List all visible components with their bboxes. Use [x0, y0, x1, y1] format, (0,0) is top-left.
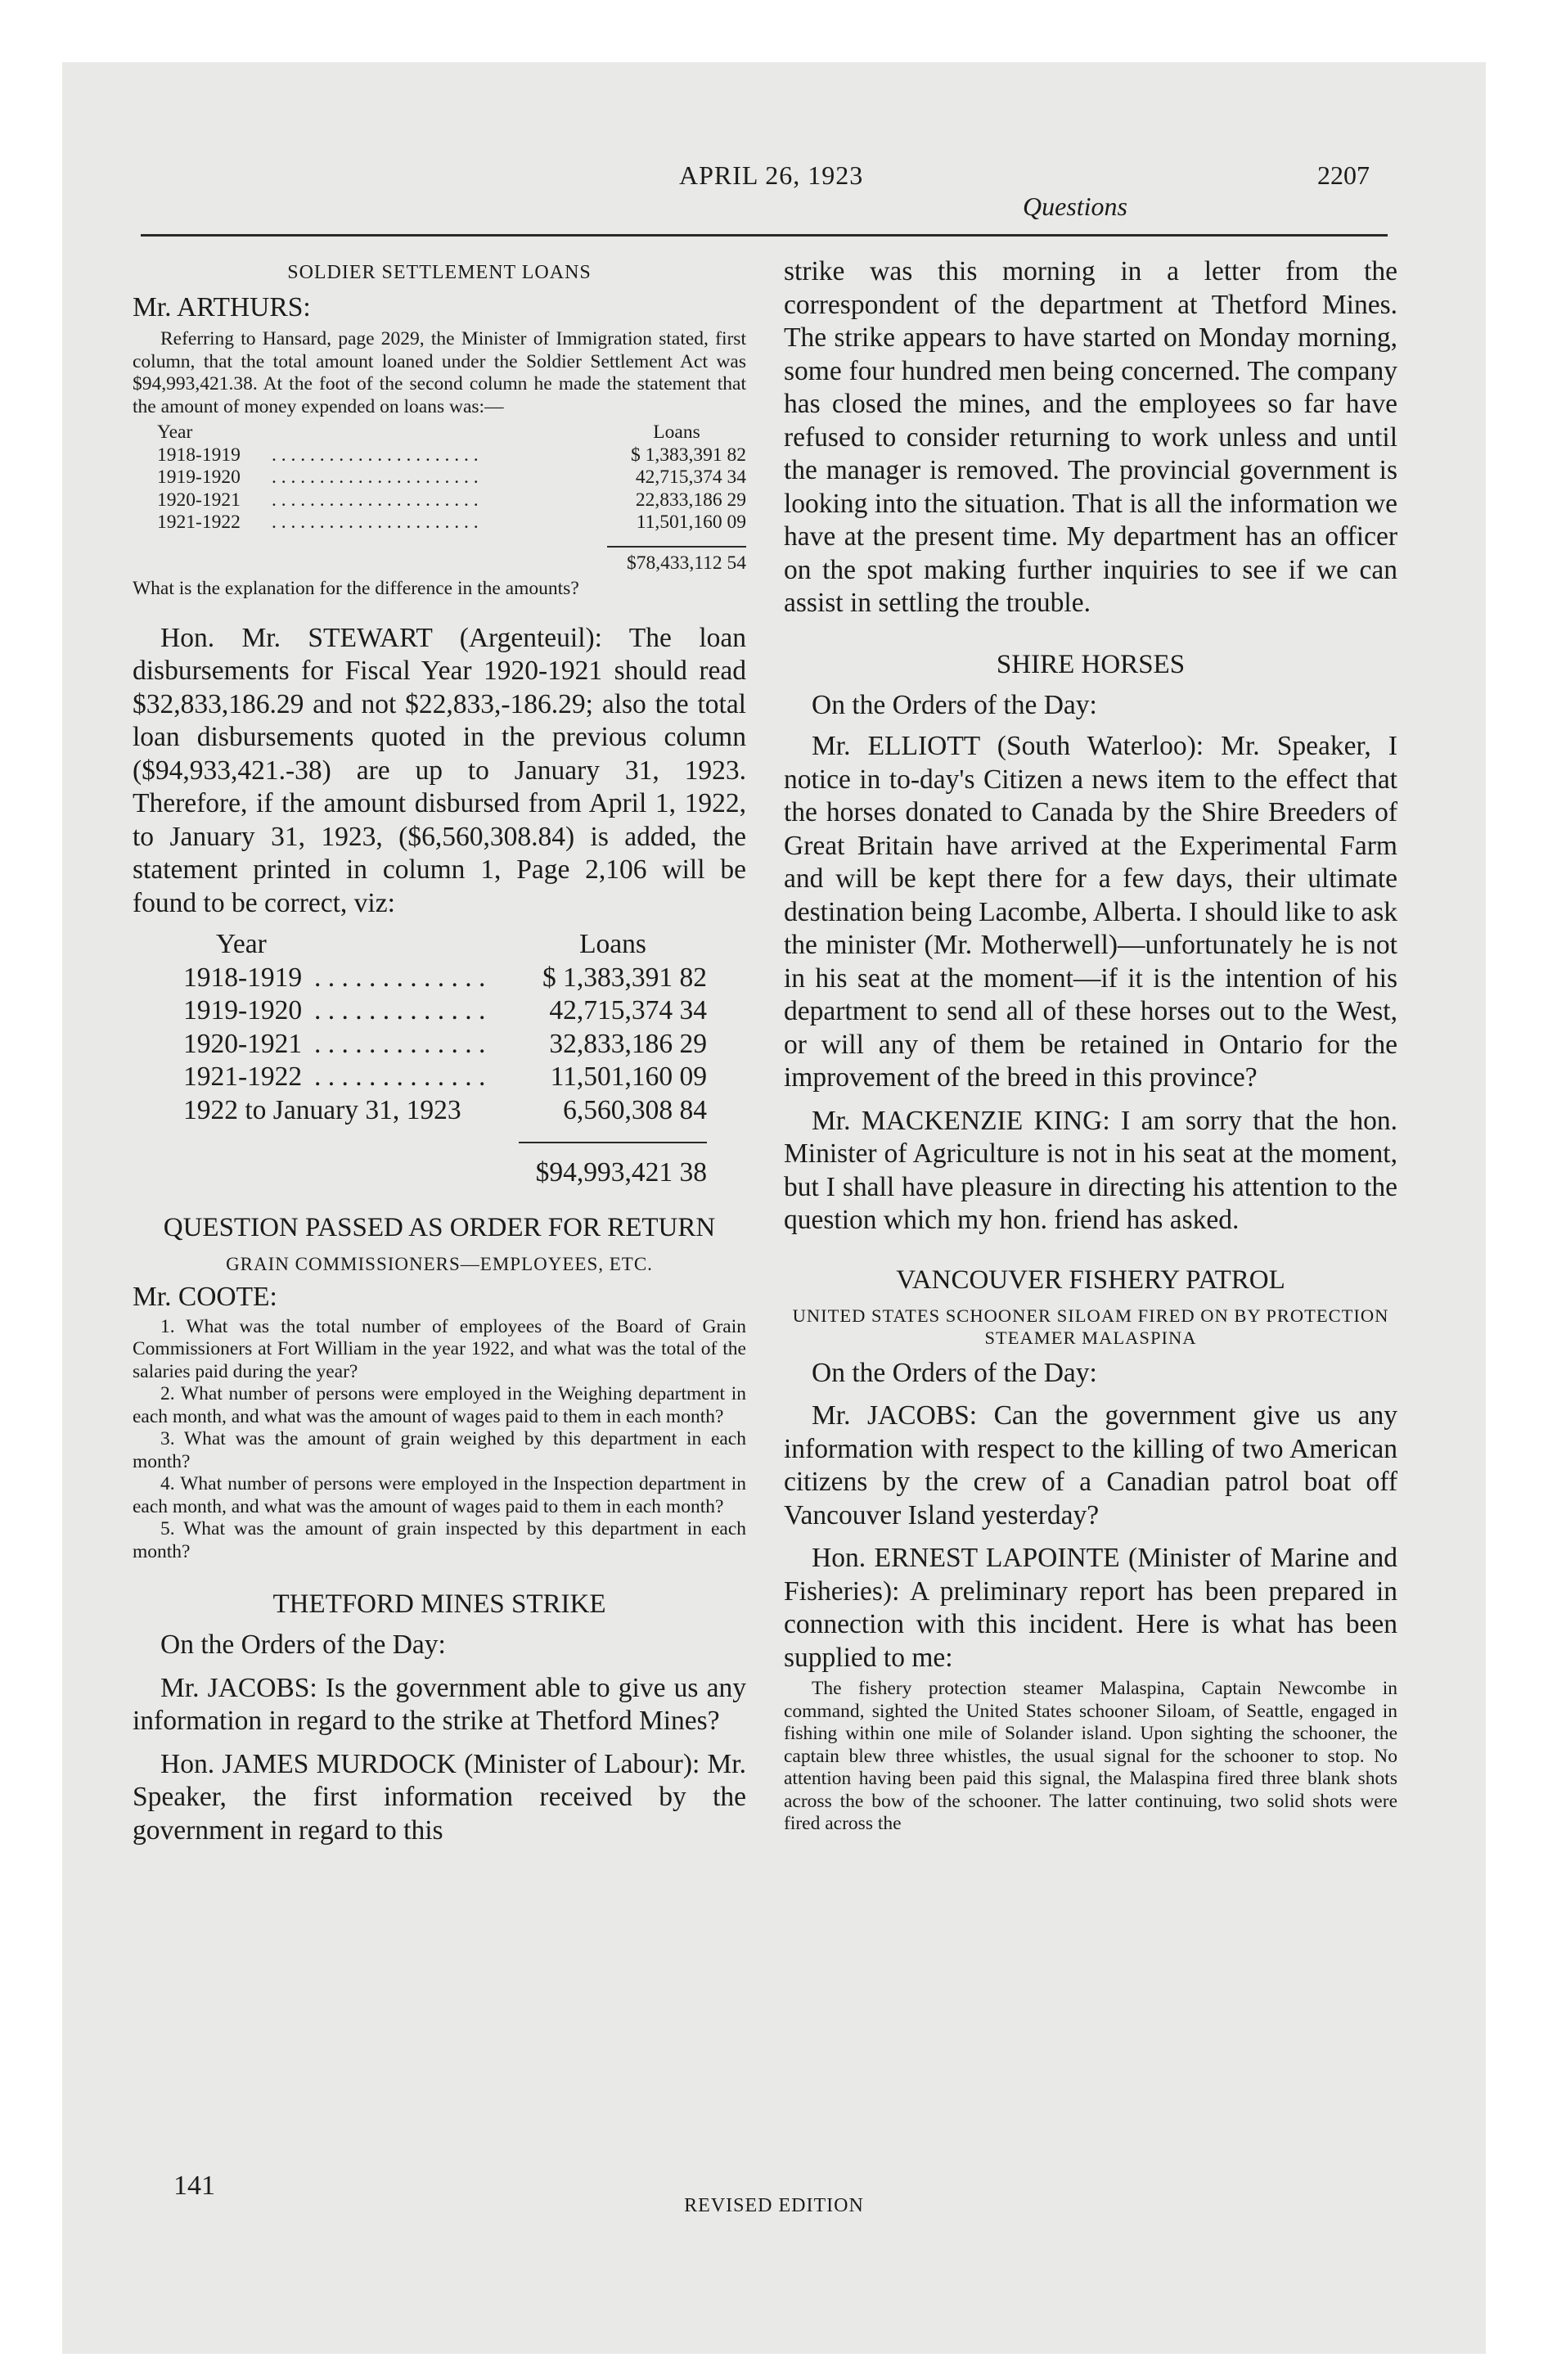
table-row: [183, 994, 707, 1028]
coote-item: 2. What number of persons were employed in the Weighing department in each month, and what was the amount of wages paid to them in each month?: [133, 1383, 746, 1427]
thetford-continued: strike was this morning in a letter from the correspondent of the department at Thetford Mines. The strike appears to have started on Monday morning, some four hundred men being concerned. The company has closed the mines, and the employees so far have refused to consider returning to work unless and until the manager is removed. The provincial government is looking into the situation. That is all the information we have at the present time. My department has an officer on the spot making further inquiries to see if we can assist in settling the trouble.: [784, 256, 1397, 618]
thetford-heading: THETFORD MINES STRIKE: [272, 1589, 606, 1619]
footer-edition: REVISED EDITION: [684, 2195, 864, 2216]
header-section: Questions: [1023, 192, 1127, 221]
stewart-total: $94,993,421 38: [535, 1157, 707, 1188]
shire-heading: SHIRE HORSES: [996, 649, 1186, 679]
coote-item: 4. What number of persons were employed in the Inspection department in each month, and what was the amount of wages paid to them in each month?: [133, 1473, 746, 1517]
vancouver-heading: VANCOUVER FISHERY PATROL: [896, 1264, 1285, 1295]
right-column: [784, 255, 1397, 1836]
table-row: [183, 1061, 707, 1094]
row-amount: $ 1,383,391 82: [542, 962, 707, 993]
row-amount: 11,501,160 09: [550, 1062, 707, 1092]
shire-orders: On the Orders of the Day:: [812, 689, 1097, 720]
thetford-murdock: Hon. JAMES MURDOCK (Minister of Labour): Mr. Speaker, the first information received by the government in regard to this: [133, 1748, 746, 1846]
order-return-heading: QUESTION PASSED AS ORDER FOR RETURN: [163, 1212, 716, 1242]
leader-dots: . . . . . . . . . . . . . . . . . . . . . .: [272, 444, 479, 466]
shire-elliott: Mr. ELLIOTT (South Waterloo): Mr. Speaker, I notice in to-day's Citizen a news item to the effect that the horses donated to Canada by the Shire Breeders of Great Britain have arrived at the Experimental Farm and will be kept there for a few days, their ultimate destination being Lacombe, Alberta. I should like to ask the minister (Mr. Motherwell)—unfortunately he is not in his seat at the moment—if it is the intention of his department to send all of these horses out to the West, or will any of them be retained in Ontario for the improvement of the breed in this province?: [784, 731, 1397, 1093]
row-amount: $ 1,383,391 82: [631, 444, 746, 466]
header-page-number: 2207: [1317, 160, 1370, 190]
vancouver-orders: On the Orders of the Day:: [812, 1357, 1097, 1388]
order-return-subheading: GRAIN COMMISSIONERS—EMPLOYEES, ETC.: [226, 1253, 653, 1274]
leader-dots: . . . . . . . . . . . . . . . . . . . . . .: [272, 467, 479, 488]
row-amount: 42,715,374 34: [635, 467, 746, 488]
row-amount: 6,560,308 84: [563, 1094, 707, 1125]
soldier-question: What is the explanation for the difference in the amounts?: [133, 578, 579, 599]
row-year: 1920-1921: [183, 1028, 303, 1059]
vancouver-jacobs: Mr. JACOBS: Can the government give us any information with respect to the killing of two American citizens by the crew of a Canadian patrol boat off Vancouver Island yesterday?: [784, 1400, 1397, 1530]
row-amount: 42,715,374 34: [549, 995, 707, 1025]
table-row: [157, 444, 746, 467]
row-year: 1921-1922: [157, 512, 241, 533]
soldier-total: $78,433,112 54: [626, 552, 746, 574]
leader-dots: . . . . . . . . . . . . .: [314, 1028, 486, 1059]
row-year: 1920-1921: [157, 489, 241, 511]
table-row: [157, 467, 746, 489]
leader-dots: . . . . . . . . . . . . .: [314, 962, 486, 993]
vancouver-lapointe: Hon. ERNEST LAPOINTE (Minister of Marine and Fisheries): A preliminary report has been prepared in connection with this incident. Here is what has been supplied to me:: [784, 1543, 1397, 1673]
header-date: APRIL 26, 1923: [679, 160, 864, 190]
coote-item: 3. What was the amount of grain weighed by this department in each month?: [133, 1428, 746, 1472]
table-row: [157, 512, 746, 534]
leader-dots: . . . . . . . . . . . . . . . . . . . . . .: [272, 512, 479, 533]
soldier-col-year: Year: [157, 421, 193, 443]
table-row: [183, 1028, 707, 1062]
table-row: [183, 962, 707, 995]
row-year: 1919-1920: [157, 467, 241, 488]
row-amount: 32,833,186 29: [549, 1028, 707, 1059]
coote-item: 5. What was the amount of grain inspected by this department in each month?: [133, 1518, 746, 1562]
header-rule: [141, 234, 1388, 237]
row-year: 1919-1920: [183, 995, 303, 1025]
footer-page-number: 141: [173, 2170, 215, 2201]
vancouver-quote: The fishery protection steamer Malaspina, Captain Newcombe in command, sighted the United States schooner Siloam, of Seattle, engaged in fishing within one mile of Solander island. Upon sighting the schooner, the captain blew three whistles, the usual signal for the schooner to stop. No attention having been paid this signal, the Malaspina fired three blank shots across the bow of the schooner. The latter continuing, two solid shots were fired across the: [784, 1678, 1397, 1834]
leader-dots: . . . . . . . . . . . . . . . . . . . . . .: [272, 489, 479, 511]
soldier-table: [157, 421, 746, 575]
row-year: 1918-1919: [157, 444, 241, 466]
stewart-table: [183, 928, 707, 1190]
stewart-col-loans: Loans: [579, 929, 646, 959]
leader-dots: . . . . . . . . . . . . .: [314, 1062, 486, 1092]
soldier-heading: SOLDIER SETTLEMENT LOANS: [287, 262, 592, 283]
row-amount: 11,501,160 09: [636, 512, 746, 533]
thetford-orders: On the Orders of the Day:: [160, 1629, 446, 1660]
thetford-jacobs: Mr. JACOBS: Is the government able to give us any information in regard to the strike at Thetford Mines?: [133, 1672, 746, 1736]
soldier-col-loans: Loans: [653, 421, 700, 443]
soldier-paragraph: Referring to Hansard, page 2029, the Minister of Immigration stated, first column, that the total amount loaned under the Soldier Settlement Act was $94,993,421.38. At the foot of the second column he made the statement that the amount of money expended on loans was:—: [133, 328, 746, 417]
row-year: 1918-1919: [183, 962, 303, 993]
stewart-paragraph: Hon. Mr. STEWART (Argenteuil): The loan disbursements for Fiscal Year 1920-1921 should read $32,833,186.29 and not $22,833,-186.29; also the total loan disbursements quoted in the previous column ($94,933,421.-38) are up to January 31, 1923. Therefore, if the amount disbursed from April 1, 1922, to January 31, 1923, ($6,560,308.84) is added, the statement printed in column 1, Page 2,106 will be found to be correct, viz:: [133, 622, 746, 918]
table-row: [183, 1094, 707, 1128]
left-column: [133, 255, 746, 1847]
shire-king: Mr. MACKENZIE KING: I am sorry that the hon. Minister of Agriculture is not in his seat at the moment, but I shall have pleasure in directing his attention to the question which my hon. friend has asked.: [784, 1105, 1397, 1235]
coote-item: 1. What was the total number of employees of the Board of Grain Commissioners at Fort William in the year 1922, and what was the total of the salaries paid during the year?: [133, 1315, 746, 1382]
row-year: 1921-1922: [183, 1062, 303, 1092]
soldier-speaker: Mr. ARTHURS:: [133, 292, 311, 322]
vancouver-subheading: UNITED STATES SCHOONER SILOAM FIRED ON BY PROTECTION STEAMER MALASPINA: [792, 1305, 1389, 1348]
row-year: 1922 to January 31, 1923: [183, 1094, 461, 1125]
row-amount: 22,833,186 29: [635, 489, 746, 511]
leader-dots: . . . . . . . . . . . . .: [314, 995, 486, 1025]
table-row: [157, 489, 746, 512]
coote-speaker: Mr. COOTE:: [133, 1281, 277, 1312]
stewart-col-year: Year: [216, 929, 267, 959]
